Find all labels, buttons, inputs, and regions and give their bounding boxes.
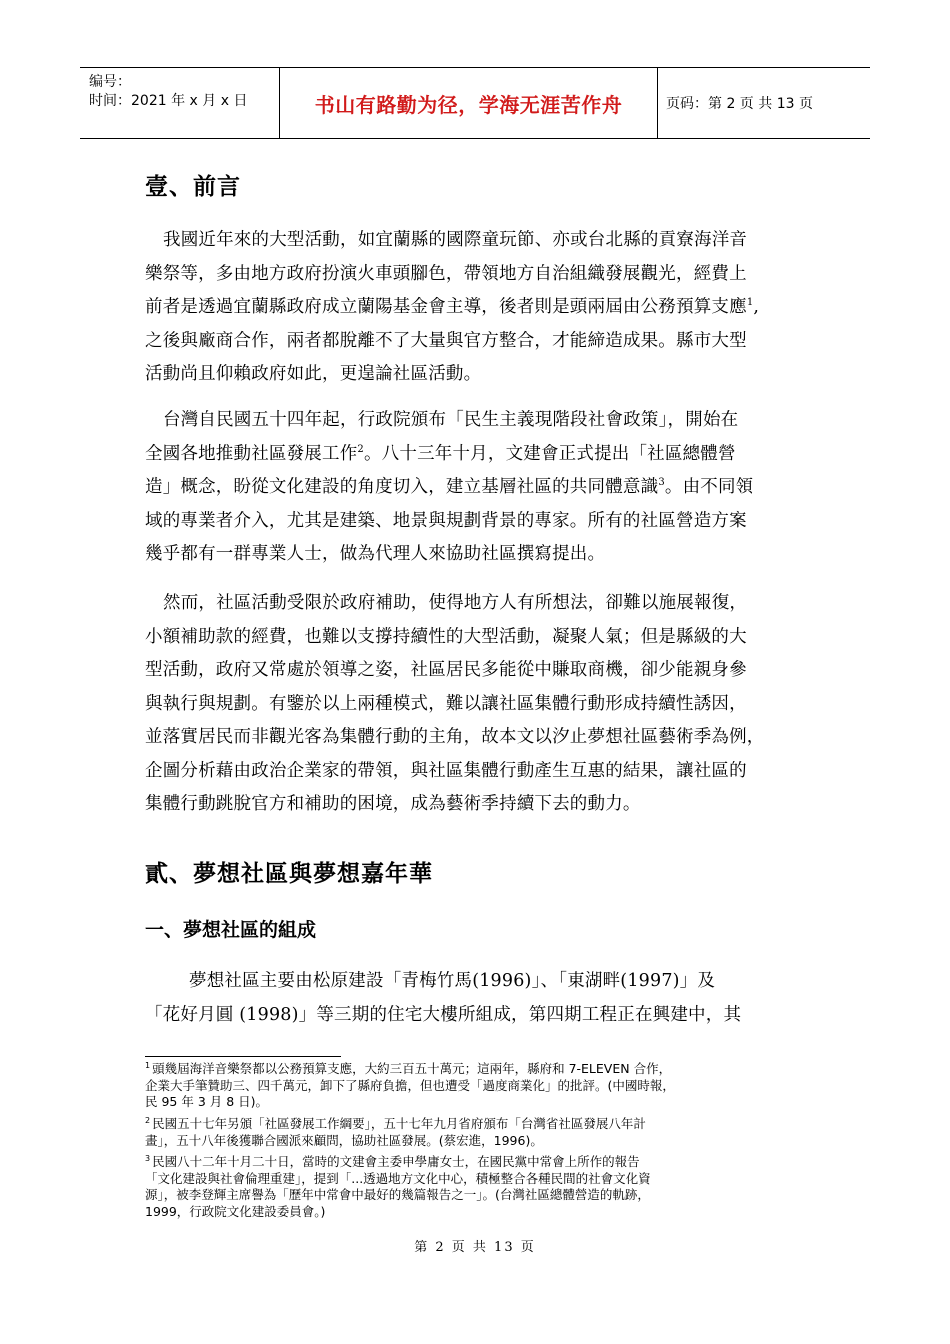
- paragraph-line: 幾乎都有一群專業人士，做為代理人來協助社區撰寫提出。: [145, 544, 606, 564]
- paragraph-line: 小額補助款的經費，也難以支撐持續性的大型活動，凝聚人氣；但是縣級的大: [145, 626, 747, 647]
- paragraph-text: 全國各地推動社區發展工作: [145, 443, 358, 464]
- paragraph-line: 「花好月圓 (1998)」等三期的住宅大樓所組成，第四期工程正在興建中，其: [145, 1004, 742, 1025]
- footnote-3: [145, 1154, 805, 1220]
- footnote-2: [145, 1116, 805, 1149]
- footnote-text: 民國八十二年十月二十日，當時的文建會主委申學庸女士，在國民黨中常會上所作的報告: [152, 1154, 640, 1169]
- footnote-line: [145, 1154, 805, 1171]
- footnote-number: 2: [145, 1115, 151, 1125]
- paragraph-text: ,: [753, 297, 760, 317]
- paragraph-line: 然而，社區活動受限於政府補助，使得地方人有所想法，卻難以施展報復，: [163, 593, 748, 613]
- header-page-info: 页码：第 2 页 共 13 页: [666, 96, 813, 112]
- footnote-ref-1[interactable]: 1: [746, 297, 754, 309]
- header-meta-cell: [80, 68, 280, 138]
- paragraph-text: 前者是透過宜蘭縣政府成立蘭陽基金會主導，後者則是頭兩屆由公務預算支應: [145, 297, 747, 317]
- footnote-line: 1999，行政院文化建設委員會。): [145, 1203, 326, 1219]
- paragraph-line: 我國近年來的大型活動，如宜蘭縣的國際童玩節、亦或台北縣的貢寮海洋音: [163, 230, 748, 250]
- header-motto-cell: [280, 68, 658, 138]
- footnote-line: [145, 1061, 805, 1078]
- paragraph-line: 台灣自民國五十四年起，行政院頒布「民生主義現階段社會政策」，開始在: [163, 410, 739, 430]
- footnote-line: 企業大手筆贊助三、四千萬元，卸下了縣府負擔，但也遭受「過度商業化」的批評。(中國時報，: [145, 1077, 675, 1093]
- page-footer: 第 2 页 共 13 页: [414, 1240, 536, 1255]
- footnote-line: 「文化建設與社會倫理重建」，提到「...透過地方文化中心，積極整合各種民間的社會文化資: [145, 1170, 651, 1186]
- paragraph-line: 樂祭等，多由地方政府扮演火車頭腳色，帶領地方自治組織發展觀光，經費上: [145, 263, 747, 284]
- footnote-line: 民 95 年 3 月 8 日)。: [145, 1094, 269, 1109]
- paragraph-2: [145, 404, 805, 572]
- header-code-label: 编号：: [89, 74, 131, 90]
- paragraph-line: 之後與廠商合作，兩者都脫離不了大量與官方整合，才能締造成果。縣市大型: [145, 330, 747, 351]
- footnote-text: 頭幾屆海洋音樂祭都以公務預算支應，大約三百五十萬元；這兩年，縣府和 7-ELEVEN 合作，: [152, 1061, 672, 1076]
- footnote-separator: [145, 1056, 341, 1057]
- paragraph-line: 並落實居民而非觀光客為集體行動的主角，故本文以汐止夢想社區藝術季為例，: [145, 727, 765, 747]
- subsection-title: 一、夢想社區的組成: [145, 919, 317, 941]
- paragraph-line: 企圖分析藉由政治企業家的帶領，與社區集體行動產生互惠的結果，讓社區的: [145, 760, 747, 781]
- page-header: [80, 67, 870, 139]
- paragraph-line: 型活動，政府又常處於領導之姿，社區居民多能從中賺取商機，卻少能親身參: [145, 660, 747, 680]
- paragraph-1: [145, 224, 805, 392]
- footnote-number: 1: [145, 1060, 151, 1070]
- section-title-dream-community: 貳、夢想社區與夢想嘉年華: [145, 860, 433, 887]
- footnote-text: 民國五十七年另頒「社區發展工作綱要」，五十七年九月省府頒布「台灣省社區發展八年計: [152, 1116, 646, 1131]
- footnote-line: 畫」，五十八年後獲聯合國派來顧問，協助社區發展。(蔡宏進，1996)。: [145, 1132, 543, 1148]
- footnote-1: [145, 1061, 805, 1111]
- paragraph-text: 造」概念，盼從文化建設的角度切入，建立基層社區的共同體意識: [145, 477, 659, 497]
- paragraph-line: 夢想社區主要由松原建設「青梅竹馬(1996)」、「東湖畔(1997)」及: [189, 971, 716, 991]
- header-motto: 书山有路勤为径，学海无涯苦作舟: [314, 92, 623, 117]
- paragraph-line: [145, 438, 805, 472]
- header-date-label: 时间：2021 年 x 月 x 日: [89, 93, 248, 109]
- paragraph-line: [145, 291, 805, 325]
- paragraph-3: [145, 587, 805, 822]
- paragraph-line: 集體行動跳脫官方和補助的困境，成為藝術季持續下去的動力。: [145, 794, 641, 814]
- paragraph-text: 。八十三年十月，文建會正式提出「社區總體營: [363, 443, 736, 464]
- paragraph-line: 活動尚且仰賴政府如此，更遑論社區活動。: [145, 364, 482, 384]
- paragraph-text: 。由不同領: [664, 477, 754, 497]
- paragraph-4: [145, 965, 805, 1032]
- paragraph-line: [145, 471, 805, 505]
- paragraph-line: 與執行與規劃。有鑒於以上兩種模式，難以讓社區集體行動形成持續性誘因，: [145, 693, 747, 714]
- footnote-line: 源」，被李登輝主席譽為「歷年中常會中最好的幾篇報告之一」。(台灣社區總體營造的軌跡，: [145, 1187, 650, 1202]
- footnote-ref-3[interactable]: 3: [658, 477, 665, 489]
- footnote-line: [145, 1116, 805, 1133]
- footnote-number: 3: [145, 1153, 151, 1163]
- paragraph-line: 域的專業者介入，尤其是建築、地景與規劃背景的專家。所有的社區營造方案: [145, 510, 747, 531]
- footnote-ref-2[interactable]: 2: [357, 443, 364, 455]
- section-title-preface: 壹、前言: [145, 173, 241, 200]
- header-page-cell: [658, 68, 870, 138]
